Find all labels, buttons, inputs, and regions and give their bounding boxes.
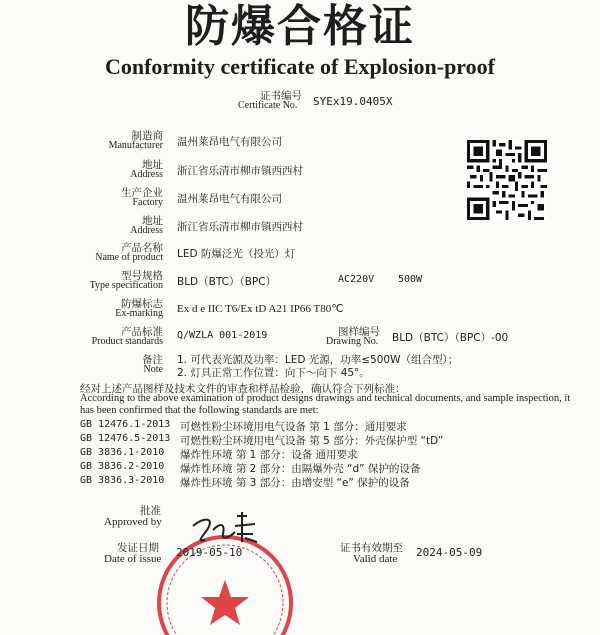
type-spec-label-en: Type specification [89, 280, 163, 291]
factory-label-cn: 生产企业 [121, 187, 163, 199]
standard-desc: 可燃性粉尘环境用电气设备 第 5 部分：外壳保护型 “tD” [180, 435, 444, 447]
drawing-no-label-cn: 图样编号 [338, 326, 380, 338]
standard-desc: 爆炸性环境 第 2 部分：由隔爆外壳 “d” 保护的设备 [180, 463, 421, 475]
issue-date-value: 2019-05-10 [176, 546, 243, 559]
standard-desc: 爆炸性环境 第 1 部分：设备 通用要求 [180, 449, 358, 461]
valid-date-label-en: Valid date [353, 553, 398, 565]
cert-no-label-cn: 证书编号 [260, 90, 302, 102]
product-name-label-en: Name of product [95, 252, 163, 263]
approved-label-cn: 批准 [140, 505, 161, 517]
product-standards-label-cn: 产品标准 [121, 326, 163, 338]
note-line-2: 2. 灯具正常工作位置：向下～向下 45°。 [177, 367, 370, 379]
drawing-no-value: BLD（BTC）（BPC）-00 [392, 332, 509, 344]
valid-date-label-cn: 证书有效期至 [340, 542, 403, 554]
ex-marking-label-cn: 防爆标志 [121, 298, 163, 310]
standard-code: GB 12476.1-2013 [80, 419, 171, 430]
product-name-value: LED 防爆泛光（投光）灯 [177, 248, 296, 260]
standard-code: GB 3836.3-2010 [80, 475, 165, 486]
statement-cn: 经对上述产品图样及技术文件的审查和样品检验，确认符合下列标准： [80, 383, 406, 395]
drawing-no-label-en: Drawing No. [326, 336, 379, 347]
note-label-en: Note [143, 364, 163, 375]
product-standards-value: Q/WZLA 001-2019 [177, 330, 268, 341]
standard-code: GB 3836.2-2010 [80, 461, 165, 472]
statement-en: According to the above examination of product designs drawings and technical documents, and sample inspection, it has been confirmed that the following standards are met: [80, 393, 571, 416]
manufacturer-label-en: Manufacturer [108, 140, 163, 151]
address2-label-en: Address [130, 225, 163, 236]
type-spec-value: BLD（BTC）（BPC） [177, 276, 277, 288]
standard-desc: 可燃性粉尘环境用电气设备 第 1 部分：通用要求 [180, 421, 407, 433]
note-label-cn: 备注 [142, 354, 163, 366]
type-spec-label-cn: 型号规格 [121, 270, 163, 282]
manufacturer-label-cn: 制造商 [131, 130, 163, 142]
certificate-title-en: Conformity certificate of Explosion-proof [104, 54, 496, 79]
valid-date-value: 2024-05-09 [416, 546, 483, 559]
address2-label-cn: 地址 [142, 215, 163, 227]
approved-label-en: Approved by [104, 516, 162, 528]
product-standards-label-en: Product standards [91, 336, 163, 347]
ex-marking-label-en: Ex-marking [115, 308, 163, 319]
address1-value: 浙江省乐清市柳市镇西西村 [177, 165, 303, 177]
manufacturer-value: 温州莱昂电气有限公司 [177, 136, 282, 148]
note-line-1: 1. 可代表光源及功率：LED 光源，功率≤500W（组合型）； [177, 354, 459, 366]
issue-date-label-en: Date of issue [104, 553, 162, 565]
qr-code-icon [467, 140, 547, 220]
signature-icon [185, 508, 285, 548]
cert-no-label-en: Certificate No. [238, 100, 298, 111]
standard-code: GB 3836.1-2010 [80, 447, 165, 458]
type-spec-power: 500W [398, 274, 423, 285]
ex-marking-value: Ex d e IIC T6/Ex tD A21 IP66 T80℃ [177, 303, 344, 315]
factory-label-en: Factory [132, 197, 163, 208]
standard-code: GB 12476.5-2013 [80, 433, 171, 444]
certificate-title-cn: 防爆合格证 [185, 1, 415, 52]
standard-desc: 爆炸性环境 第 3 部分：由增安型 “e” 保护的设备 [180, 477, 410, 489]
factory-value: 温州莱昂电气有限公司 [177, 193, 282, 205]
cert-no-value: SYEx19.0405X [313, 95, 393, 108]
address1-label-en: Address [130, 169, 163, 180]
product-name-label-cn: 产品名称 [121, 242, 163, 254]
address1-label-cn: 地址 [142, 159, 163, 171]
type-spec-voltage: AC220V [338, 274, 375, 285]
address2-value: 浙江省乐清市柳市镇西西村 [177, 221, 303, 233]
issue-date-label-cn: 发证日期 [117, 542, 159, 554]
